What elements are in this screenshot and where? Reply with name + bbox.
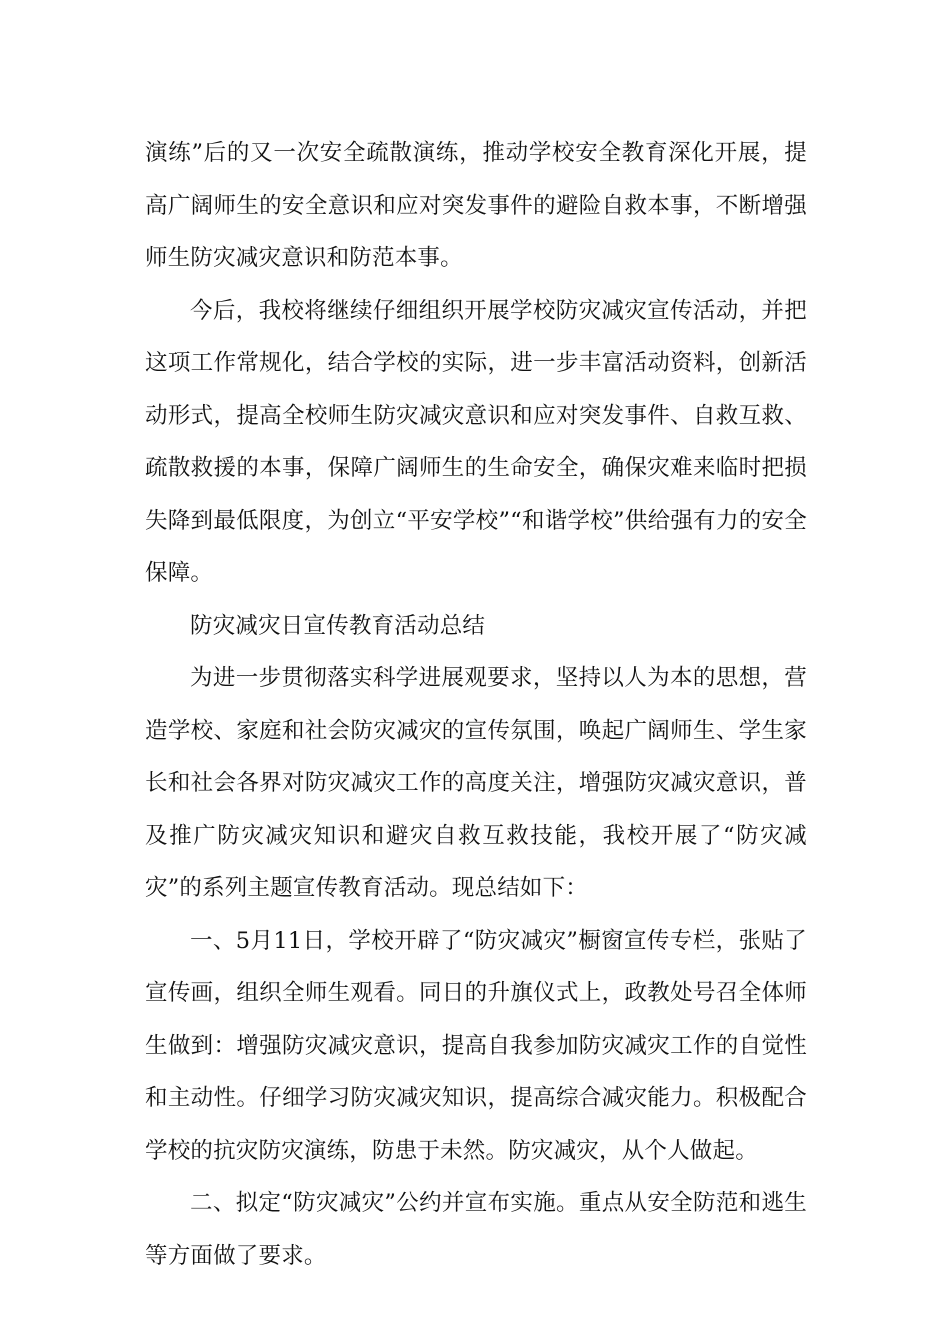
paragraph-4: 一、5月11日，学校开辟了“防灾减灾”橱窗宣传专栏，张贴了宣传画，组织全师生观看。同日的升旗仪式上，政教处号召全体师生做到：增强防灾减灾意识，提高自我参加防灾减灾工作的自觉性和主动性。仔细学习防灾减灾知识，提高综合减灾能力。积极配合学校的抗灾防灾演练，防患于未然。防灾减灾，从个人做起。 [145, 927, 807, 1164]
section-heading: 防灾减灾日宣传教育活动总结 [190, 612, 486, 639]
paragraph-5: 二、拟定“防灾减灾”公约并宣布实施。重点从安全防范和逃生等方面做了要求。 [145, 1190, 807, 1269]
paragraph-1: 演练”后的又一次安全疏散演练，推动学校安全教育深化开展，提高广阔师生的安全意识和应对突发事件的避险自救本事，不断增强师生防灾减灾意识和防范本事。 [145, 140, 807, 271]
paragraph-3: 为进一步贯彻落实科学进展观要求，坚持以人为本的思想，营造学校、家庭和社会防灾减灾的宣传氛围，唤起广阔师生、学生家长和社会各界对防灾减灾工作的高度关注，增强防灾减灾意识，普及推广防灾减灾知识和避灾自救互救技能，我校开展了“防灾减灾”的系列主题宣传教育活动。现总结如下： [145, 665, 807, 901]
document-body [145, 127, 807, 1282]
paragraph-2: 今后，我校将继续仔细组织开展学校防灾减灾宣传活动，并把这项工作常规化，结合学校的实际，进一步丰富活动资料，创新活动形式，提高全校师生防灾减灾意识和应对突发事件、自救互救、疏散救援的本事，保障广阔师生的生命安全，确保灾难来临时把损失降到最低限度，为创立“平安学校”“和谐学校”供给强有力的安全保障。 [145, 297, 807, 586]
